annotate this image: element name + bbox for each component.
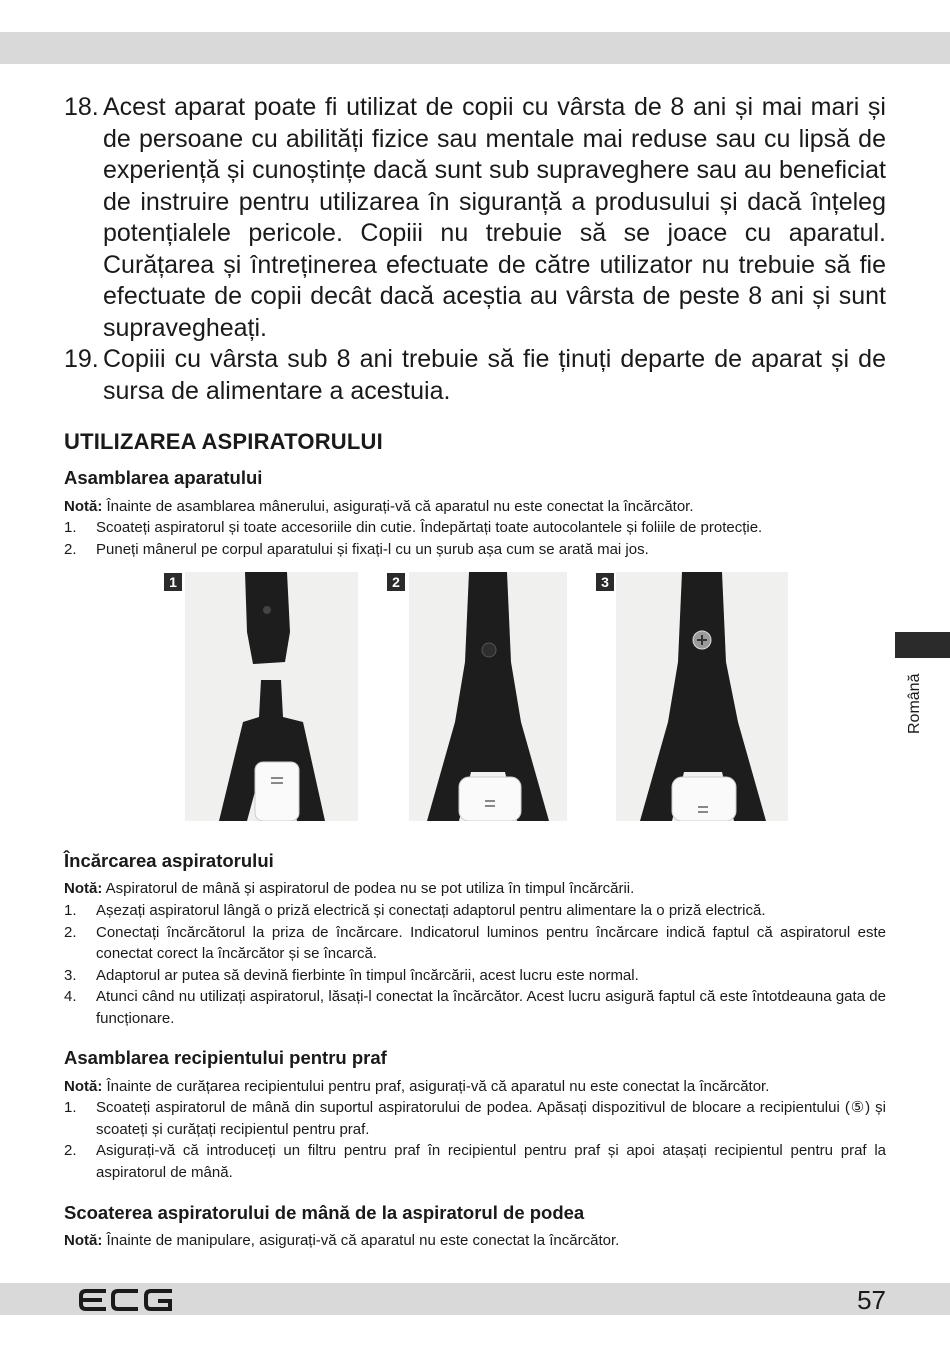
note-label: Notă: (64, 1232, 103, 1249)
safety-list (64, 92, 886, 407)
step-text: Scoateți aspiratorul și toate accesoriile din cutie. Îndepărtați toate autocolantele și foliile de protecție. (96, 519, 763, 536)
assembly-photo-1 (185, 572, 358, 821)
charging-note (64, 878, 886, 900)
step-text: Puneți mânerul pe corpul aparatului și fixați-l cu un șurub așa cum se arată mai jos. (96, 540, 649, 558)
dust-note (64, 1076, 886, 1098)
note-text: Înainte de curățarea recipientului pentru praf, asigurați-vă că aparatul nu este conectat la încărcător. (102, 1078, 770, 1095)
charging-steps (64, 900, 886, 1029)
photo-number-3: 3 (596, 573, 614, 591)
subsection-title-removal: Scoaterea aspiratorului de mână de la aspiratorul de podea (64, 1202, 585, 1223)
note-text: Înainte de manipulare, asigurați-vă că aparatul nu este conectat la încărcător. (102, 1232, 620, 1249)
section-title: UTILIZAREA ASPIRATORULUI (64, 429, 383, 454)
list-item (64, 965, 886, 987)
step-number: 1. (64, 1099, 77, 1116)
list-item (64, 900, 886, 922)
list-item (64, 539, 886, 561)
removal-note (64, 1230, 886, 1252)
list-item (64, 517, 886, 539)
list-item (64, 986, 886, 1029)
note-label: Notă: (64, 498, 103, 515)
step-number: 2. (64, 923, 77, 941)
dust-steps (64, 1097, 886, 1183)
language-tab (895, 632, 950, 658)
subsection-title-charging: Încărcarea aspiratorului (64, 850, 274, 871)
item-text: Acest aparat poate fi utilizat de copii cu vârsta de 8 ani și mai mari și de persoane cu abilități fizice sau mentale mai reduse sau cu lipsă de experiență și cunoștințe dacă sunt sub supraveghere sau au beneficiat de instruire pentru utilizarea în siguranță a produsului și dacă înțeleg potențialele pericole. Copiii nu trebuie să se joace cu aparatul. Curățarea și întreținerea efectuate de către utilizator nu trebuie să fie efectuate de copii decât dacă aceștia au vârsta de peste 8 ani și sunt supravegheați. (103, 93, 886, 342)
list-item (64, 1097, 886, 1140)
item-number: 18. (64, 93, 99, 121)
header-bar (0, 32, 950, 64)
assembly-photo-3 (616, 572, 788, 821)
assembly-steps (64, 517, 886, 560)
step-number: 2. (64, 1142, 77, 1159)
assembly-photo-2 (409, 572, 567, 821)
step-number: 1. (64, 519, 77, 536)
note-label: Notă: (64, 880, 103, 897)
step-text: Conectați încărcătorul la priza de încărcare. Indicatorul luminos pentru încărcare indică faptul că aspiratorul este conectat corect la încărcător și se încarcă. (96, 923, 886, 962)
photo-number-1: 1 (164, 573, 182, 591)
step-text: Adaptorul ar putea să devină fierbinte în timpul încărcării, acest lucru este normal. (96, 966, 639, 984)
step-number: 2. (64, 540, 77, 558)
language-label: Română (906, 673, 923, 735)
ecg-logo (78, 1287, 174, 1313)
subsection-title-dust-container: Asamblarea recipientului pentru praf (64, 1047, 387, 1068)
step-number: 3. (64, 966, 77, 984)
item-text: Copiii cu vârsta sub 8 ani trebuie să fie ținuți departe de aparat și de sursa de alimentare a acestuia. (103, 345, 886, 405)
step-number: 1. (64, 902, 77, 919)
step-text: Așezați aspiratorul lângă o priză electrică și conectați adaptorul pentru alimentare la o priză electrică. (96, 902, 766, 919)
list-item (64, 92, 886, 344)
photo-number-2: 2 (387, 573, 405, 591)
list-item (64, 344, 886, 407)
step-text: Scoateți aspiratorul de mână din suportul aspiratorului de podea. Apăsați dispozitivul de blocare a recipientului (⑤) și scoateți și curățați recipientul pentru praf. (96, 1099, 886, 1138)
note-text: Aspiratorul de mână și aspiratorul de podea nu se pot utiliza în timpul încărcării. (102, 880, 635, 897)
step-text: Atunci când nu utilizați aspiratorul, lăsați-l conectat la încărcător. Acest lucru asigură faptul că este întotdeauna gata de funcționare. (96, 988, 886, 1027)
note-label: Notă: (64, 1078, 103, 1095)
step-number: 4. (64, 988, 77, 1005)
page-number: 57 (857, 1285, 886, 1315)
assembly-note (64, 496, 886, 518)
note-text: Înainte de asamblarea mânerului, asigurați-vă că aparatul nu este conectat la încărcător. (102, 498, 694, 515)
step-text: Asigurați-vă că introduceți un filtru pentru praf în recipientul pentru praf și apoi atașați recipientul pentru praf la aspiratorul de mână. (96, 1142, 886, 1181)
list-item (64, 922, 886, 965)
subsection-title-assembly: Asamblarea aparatului (64, 467, 263, 488)
item-number: 19. (64, 345, 99, 373)
list-item (64, 1140, 886, 1183)
